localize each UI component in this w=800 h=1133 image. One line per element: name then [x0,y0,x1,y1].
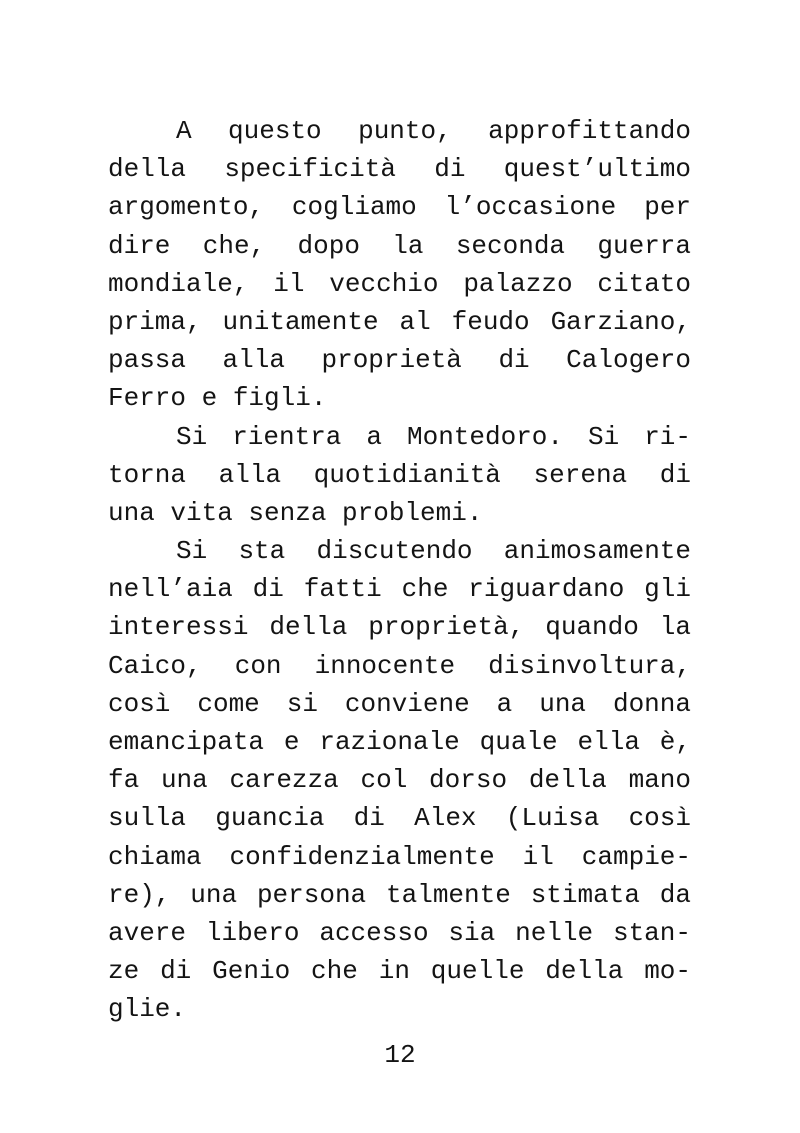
text-line: dire che, dopo la seconda guerra [108,230,691,261]
text-line: interessi della proprietà, quando la [108,612,691,643]
text-line: avere libero accesso sia nelle stan- [108,917,691,948]
text-line: sulla guancia di Alex (Luisa così [108,803,691,834]
text-line: Caico, con innocente disinvoltura, [108,650,691,681]
text-line: emancipata e razionale quale ella è, [108,727,691,757]
text-line: fa una carezza col dorso della mano [108,765,691,796]
text-line: ze di Genio che in quelle della mo- [108,956,691,987]
body-text [108,112,691,1029]
text-line: mondiale, il vecchio palazzo citato [108,268,691,299]
text-line: prima, unitamente al feudo Garziano, [108,306,691,337]
text-line: A questo punto, approfittando [176,116,691,146]
page-number: 12 [384,1040,416,1070]
text-line: Si sta discutendo animosamente [176,536,691,567]
text-line: Si rientra a Montedoro. Si ri- [176,421,691,452]
text-line: della specificità di quest’ultimo [108,154,691,185]
text-line: nell’aia di fatti che riguardano gli [108,574,691,605]
text-line: argomento, cogliamo l’occasione per [108,192,691,223]
text-line: passa alla proprietà di Calogero [108,345,691,376]
text-line: glie. [108,994,187,1025]
text-line: torna alla quotidianità serena di [108,459,691,490]
text-line: re), una persona talmente stimata da [108,879,691,910]
paragraph-1 [108,112,691,418]
text-line: Ferro e figli. [108,383,327,414]
text-line: una vita senza problemi. [108,497,483,528]
paragraph-3 [108,532,691,1028]
paragraph-2 [108,418,691,533]
text-line: chiama confidenzialmente il campie- [108,841,691,872]
text-line: così come si conviene a una donna [108,688,691,719]
